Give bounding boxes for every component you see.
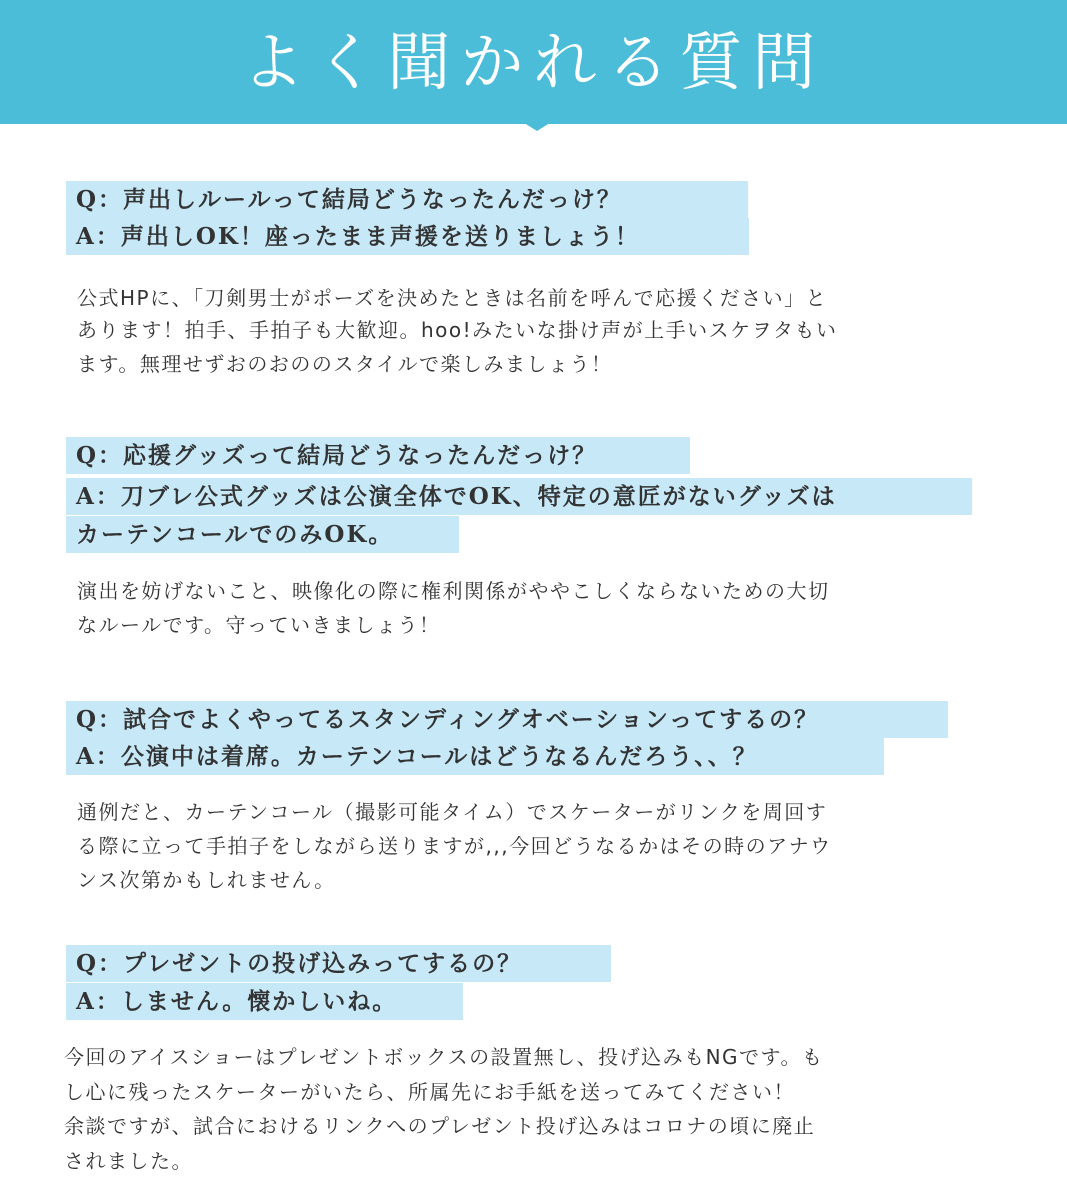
- faq-answer: A：公演中は着席。カーテンコールはどうなるんだろう、、？: [66, 738, 884, 775]
- faq-body-line: ンス次第かもしれません。: [77, 868, 336, 892]
- faq-body-line: されました。: [64, 1149, 193, 1173]
- faq-body-line: し心に残ったスケーターがいたら、所属先にお手紙を送ってみてください！: [64, 1080, 795, 1104]
- faq-body-line: 公式HPに、「刀剣男士がポーズを決めたときは名前を呼んで応援ください」と: [77, 286, 828, 310]
- faq-question: Q：プレゼントの投げ込みってするの？: [66, 945, 611, 982]
- faq-body-line: ます。無理せずおのおののスタイルで楽しみましょう！: [77, 352, 613, 376]
- faq-body-line: 今回のアイスショーはプレゼントボックスの設置無し、投げ込みもNGです。も: [64, 1045, 824, 1069]
- faq-body-line: なルールです。守っていきましょう！: [77, 613, 441, 637]
- faq-question: Q：声出しルールって結局どうなったんだっけ？: [66, 181, 748, 218]
- faq-body-line: る際に立って手拍子をしながら送りますが,,,今回どうなるかはその時のアナウ: [77, 834, 832, 858]
- faq-answer: A：声出しOK！座ったまま声援を送りましょう！: [66, 218, 749, 255]
- faq-body-line: あります！拍手、手拍子も大歓迎。hoo!みたいな掛け声が上手いスケヲタもい: [77, 318, 838, 342]
- page-title: よく聞かれる質問: [241, 26, 826, 99]
- faq-answer: カーテンコールでのみOK。: [66, 516, 459, 553]
- faq-body-line: 演出を妨げないこと、映像化の際に権利関係がややこしくならないための大切: [77, 579, 830, 603]
- header-pointer: [521, 121, 553, 131]
- faq-question: Q：試合でよくやってるスタンディングオベーションってするの？: [66, 701, 948, 738]
- faq-body-line: 余談ですが、試合におけるリンクへのプレゼント投げ込みはコロナの頃に廃止: [64, 1114, 816, 1138]
- faq-body-line: 通例だと、カーテンコール（撮影可能タイム）でスケーターがリンクを周回す: [77, 800, 828, 824]
- faq-answer: A：しません。懐かしいね。: [66, 983, 463, 1020]
- faq-question: Q：応援グッズって結局どうなったんだっけ？: [66, 437, 690, 474]
- faq-answer: A：刀ブレ公式グッズは公演全体でOK、特定の意匠がないグッズは: [66, 478, 972, 515]
